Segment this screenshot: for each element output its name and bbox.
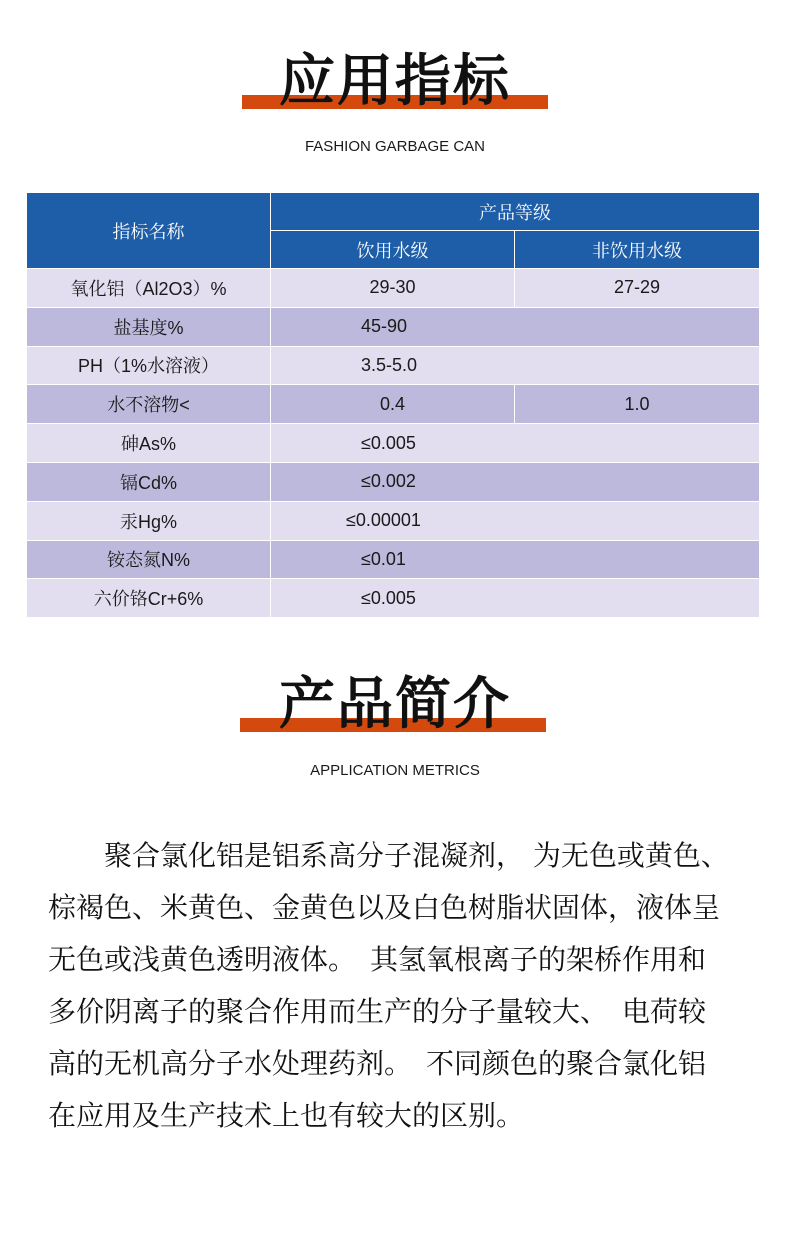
row-value-drinking: 0.4 [271,385,515,424]
intro-paragraph [48,830,770,1142]
header-product-grade: 产品等级 [271,193,760,231]
section-title: 应用指标 [279,49,511,114]
row-name: 氧化铝（Al2O3）% [27,269,271,308]
intro-line: 棕褐色、米黄色、金黄色以及白色树脂状固体，液体呈 [48,891,721,924]
row-value: ≤0.01 [271,540,760,579]
header-non-drinking-grade: 非饮用水级 [515,231,760,269]
table-row [27,540,760,579]
row-value: ≤0.005 [271,424,760,463]
table-row [27,579,760,618]
row-name: PH（1%水溶液） [27,346,271,385]
intro-line: 无色或浅黄色透明液体。 其氢氧根离子的架桥作用和 [48,943,707,976]
row-value: ≤0.005 [271,579,760,618]
row-name: 盐基度% [27,307,271,346]
table-row [27,269,760,308]
row-value: 45-90 [271,307,760,346]
intro-line: 多价阴离子的聚合作用而生产的分子量较大、 电荷较 [48,995,707,1028]
row-name: 砷As% [27,424,271,463]
row-name: 镉Cd% [27,462,271,501]
row-value-non-drinking: 27-29 [515,269,760,308]
row-name: 汞Hg% [27,501,271,540]
table-row [27,424,760,463]
row-value-non-drinking: 1.0 [515,385,760,424]
section-title: 产品简介 [279,672,511,737]
row-name: 铵态氮N% [27,540,271,579]
row-value: 3.5-5.0 [271,346,760,385]
row-value: ≤0.00001 [271,501,760,540]
row-name: 六价铬Cr+6% [27,579,271,618]
table-row [27,385,760,424]
table-row [27,501,760,540]
spec-table [26,192,760,618]
intro-line: 高的无机高分子水处理药剂。 不同颜色的聚合氯化铝 [48,1047,707,1080]
table-row [27,307,760,346]
table-row [27,346,760,385]
row-value: ≤0.002 [271,462,760,501]
intro-line: 在应用及生产技术上也有较大的区别。 [48,1099,525,1132]
row-name: 水不溶物< [27,385,271,424]
section-subtitle: APPLICATION METRICS [310,762,480,779]
table-row [27,462,760,501]
intro-line: 聚合氯化铝是铝系高分子混凝剂， 为无色或黄色、 [48,839,729,872]
section-subtitle: FASHION GARBAGE CAN [304,138,486,155]
header-drinking-grade: 饮用水级 [271,231,515,269]
header-indicator-name: 指标名称 [27,193,271,269]
row-value-drinking: 29-30 [271,269,515,308]
